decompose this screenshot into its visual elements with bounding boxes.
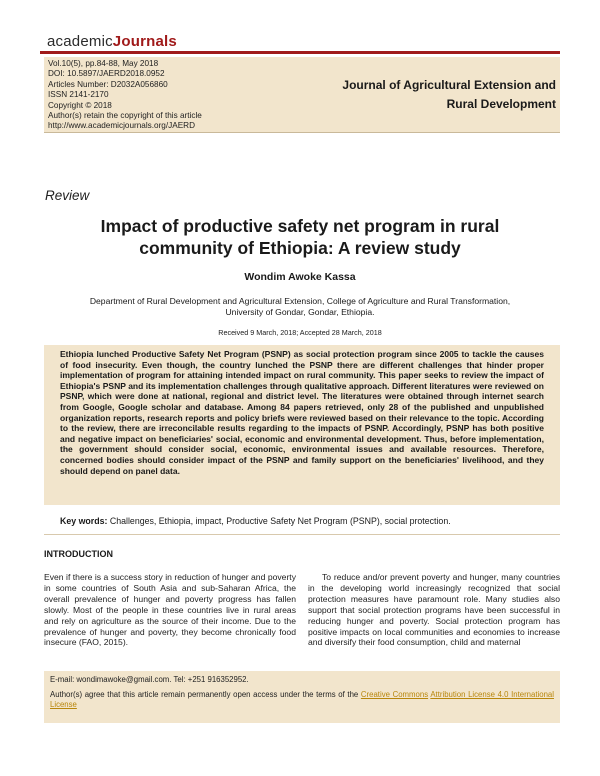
author-name: Wondim Awoke Kassa — [244, 271, 356, 283]
meta-issn: ISSN 2141-2170 — [48, 90, 109, 100]
article-title-line2: community of Ethiopia: A review study — [139, 238, 461, 258]
intro-right-column — [308, 572, 560, 648]
header-rule — [40, 51, 560, 54]
meta-volume: Vol.10(5), pp.84-88, May 2018 — [48, 59, 159, 68]
correspondence-footer — [44, 671, 560, 723]
meta-url[interactable]: http://www.academicjournals.org/JAERD — [48, 121, 195, 131]
affiliation-line1: Department of Rural Development and Agricultural Extension, College of Agriculture and Rural Transformation, — [89, 296, 511, 306]
keywords-divider — [44, 534, 560, 535]
info-box-divider — [44, 132, 560, 133]
journal-title-line2: Rural Development — [446, 97, 556, 111]
license-link-part1[interactable]: Creative Commons — [360, 689, 429, 699]
journal-title-line1: Journal of Agricultural Extension and — [342, 78, 556, 92]
logo-text-journals: Journals — [112, 33, 177, 50]
affiliation-line2: University of Gondar, Gondar, Ethiopia. — [225, 307, 375, 317]
license-text: Author(s) agree that this article remain permanently open access under the terms of the — [50, 689, 359, 699]
intro-paragraph-right: To reduce and/or prevent poverty and hunger, many countries in the developing world increasingly recognized that social protection measures have paramount role. Many studies also support that social protection programs have been successful in reducing hunger and poverty. Social protection program has positive impacts on local communities and economies to increase and diversify their food consumption, child and maternal — [308, 572, 560, 648]
intro-paragraph-left: Even if there is a success story in reduction of hunger and poverty in some countries of South Asia and sub-Saharan Africa, the overall prevalence of hunger and poverty progress has fallen slowly. Most of the people in these countries live in rural areas and rely on agriculture as the source of their income. Due to the prevalence of hunger and poverty, they become chronically food insecure (FAO, 2015). — [44, 572, 296, 648]
logo-text-academic: academic — [47, 33, 113, 50]
keywords-label: Key words: — [60, 516, 108, 526]
keywords — [60, 516, 550, 526]
journal-title — [296, 76, 556, 114]
abstract: Ethiopia lunched Productive Safety Net Program (PSNP) as social protection program since 2005 to tackle the causes of food insecurity. Even though, the country lunched the PSNP there are different challenges that hinder proper implementation of program for attaining intended impact on rural community. This paper seeks to review the impact of Ethiopia's PSNP and its implementation challenges through qualitative approach. Different literatures were reviewed on PSNP, which were done at national, regional and district level. The literatures were obtained through internet search from Google, Google scholar and database. Among 84 papers retrieved, only 28 of the published and unpublished organization reports, research reports and policy briefs were reviewed based on their relevance to the topic. According to the review, there are irreconcilable results regarding to the impacts of PSNP. Accordingly, PSNP has both positive and negative impact on beneficiaries' social, economic and environmental development. Thus, before implementation, the government should consider social, economic, environmental issues and available resources. Therefore, concerned bodies should consider impact of the PSNP and family support on the beneficiaries' livelihood, and they should depend on panel data. — [44, 345, 560, 505]
article-title — [40, 215, 560, 259]
meta-copyright-note: Author(s) retain the copyright of this article — [48, 111, 202, 121]
article-info-box — [44, 57, 560, 132]
keywords-text: Challenges, Ethiopia, impact, Productive Safety Net Program (PSNP), social protection. — [109, 516, 451, 526]
license-link-part2[interactable]: Attribution License 4.0 International License — [50, 689, 554, 709]
intro-left-column — [44, 572, 296, 648]
author-affiliation — [50, 296, 550, 318]
meta-copyright: Copyright © 2018 — [48, 100, 112, 110]
article-title-line1: Impact of productive safety net program in rural — [100, 216, 500, 236]
received-accepted-dates: Received 9 March, 2018; Accepted 28 March, 2018 — [218, 328, 382, 337]
meta-article-number: Articles Number: D2032A056860 — [48, 79, 168, 89]
introduction-heading: INTRODUCTION — [44, 549, 113, 559]
corresponding-email: E-mail: wondimawoke@gmail.com. Tel: +251 916352952. — [50, 675, 249, 684]
section-type: Review — [45, 188, 90, 203]
license-statement — [50, 690, 554, 711]
article-metadata — [48, 59, 288, 132]
publisher-logo — [47, 33, 177, 50]
meta-doi: DOI: 10.5897/JAERD2018.0952 — [48, 69, 165, 79]
